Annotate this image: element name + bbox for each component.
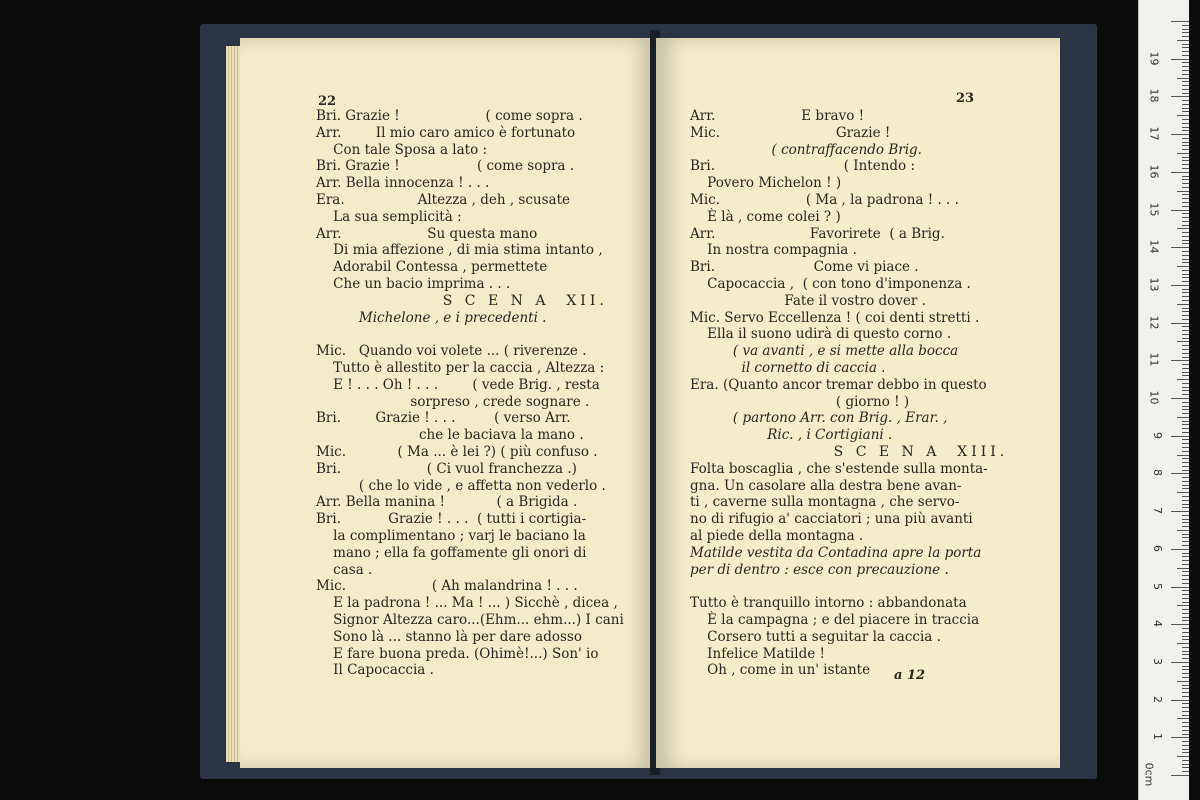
ruler-tick (1182, 564, 1189, 565)
text-line: Infelice Matilde ! (690, 645, 825, 662)
ruler-label: 3 (1151, 657, 1164, 665)
ruler-tick (1182, 213, 1189, 214)
ruler-tick (1182, 409, 1189, 410)
ruler-tick (1182, 439, 1189, 440)
ruler-tick (1177, 153, 1189, 154)
right-page-text (690, 108, 1008, 679)
ruler-tick (1171, 285, 1189, 286)
ruler-tick (1182, 221, 1189, 222)
ruler-tick (1182, 66, 1189, 67)
ruler-label: 14 (1147, 239, 1161, 254)
ruler-label: 17 (1147, 126, 1161, 141)
ruler-label: 11 (1147, 352, 1161, 367)
text-line: ( contraffacendo Brig. (690, 141, 922, 158)
ruler-tick (1182, 81, 1189, 82)
ruler-tick (1171, 511, 1189, 512)
ruler-tick (1182, 300, 1189, 301)
ruler-label: 8 (1151, 469, 1164, 477)
ruler-tick (1182, 251, 1189, 252)
text-line: Adorabil Contessa , permettete (316, 259, 548, 276)
measurement-ruler (1138, 0, 1189, 800)
text-line: Arr. Bella manina ! ( a Brigida . (316, 494, 578, 511)
text-line: Mic. Quando voi volete ... ( riverenze . (316, 343, 587, 360)
text-line: ti , caverne sulla montagna , che servo- (690, 494, 960, 511)
ruler-tick (1171, 210, 1189, 211)
ruler-tick (1182, 609, 1189, 610)
ruler-tick (1182, 677, 1189, 678)
ruler-tick (1182, 575, 1189, 576)
ruler-tick (1182, 111, 1189, 112)
ruler-tick (1182, 364, 1189, 365)
ruler-tick (1182, 179, 1189, 180)
text-line: Arr. Il mio caro amico è fortunato (316, 124, 576, 141)
ruler-label: 6 (1151, 544, 1164, 552)
ruler-tick (1182, 160, 1189, 161)
ruler-tick (1182, 541, 1189, 542)
ruler-tick (1182, 636, 1189, 637)
ruler-tick (1182, 85, 1189, 86)
ruler-tick (1182, 217, 1189, 218)
ruler-tick (1171, 662, 1189, 663)
ruler-tick (1177, 341, 1189, 342)
ruler-tick (1182, 100, 1189, 101)
ruler-tick (1182, 421, 1189, 422)
ruler-tick (1182, 734, 1189, 735)
text-line: Ric. , i Cortigiani . (690, 427, 893, 444)
ruler-tick (1182, 428, 1189, 429)
ruler-tick (1182, 707, 1189, 708)
ruler-tick (1182, 654, 1189, 655)
ruler-tick (1182, 617, 1189, 618)
ruler-tick (1182, 206, 1189, 207)
ruler-tick (1182, 590, 1189, 591)
ruler-tick (1182, 696, 1189, 697)
ruler-tick (1182, 142, 1189, 143)
ruler-tick (1182, 349, 1189, 350)
text-line: Povero Michelon ! ) (690, 175, 842, 192)
ruler-tick (1182, 123, 1189, 124)
ruler-tick (1182, 259, 1189, 260)
ruler-tick (1182, 458, 1189, 459)
ruler-tick (1182, 745, 1189, 746)
text-line: sorpreso , crede sognare . (316, 393, 590, 410)
ruler-tick (1171, 737, 1189, 738)
text-line: Michelone , e i precedenti . (316, 309, 547, 326)
ruler-tick (1171, 172, 1189, 173)
ruler-tick (1182, 232, 1189, 233)
ruler-tick (1177, 681, 1189, 682)
ruler-label: 5 (1151, 582, 1164, 590)
ruler-tick (1182, 296, 1189, 297)
ruler-tick (1182, 620, 1189, 621)
ruler-tick (1182, 669, 1189, 670)
text-line: ( che lo vide , e affetta non vederlo . (316, 477, 606, 494)
ruler-tick (1182, 760, 1189, 761)
ruler-tick (1182, 262, 1189, 263)
page-number: 22 (318, 94, 337, 109)
ruler-tick (1171, 436, 1189, 437)
ruler-tick (1171, 323, 1189, 324)
ruler-tick (1182, 579, 1189, 580)
ruler-tick (1182, 443, 1189, 444)
ruler-tick (1177, 115, 1189, 116)
ruler-tick (1182, 639, 1189, 640)
ruler-label: 0cm (1142, 762, 1156, 787)
ruler-tick (1171, 247, 1189, 248)
ruler-tick (1182, 176, 1189, 177)
ruler-tick (1171, 21, 1189, 22)
ruler-label: 18 (1147, 88, 1161, 103)
text-line: Bri. Grazie ! . . . ( tutti i cortigia- (316, 511, 587, 528)
ruler-tick (1177, 304, 1189, 305)
text-line: Sono là ... stanno là per dare adosso (316, 628, 582, 645)
ruler-tick (1182, 692, 1189, 693)
text-line: che le baciava la mano . (316, 427, 584, 444)
ruler-tick (1182, 496, 1189, 497)
left-page (240, 38, 655, 768)
ruler-tick (1182, 32, 1189, 33)
text-line: Arr. Bella innocenza ! . . . (316, 175, 490, 192)
ruler-tick (1182, 292, 1189, 293)
ruler-label: 9 (1151, 431, 1164, 439)
text-line: S C E N A XII. (316, 292, 608, 309)
ruler-tick (1182, 749, 1189, 750)
ruler-label: 10 (1147, 390, 1161, 405)
ruler-tick (1182, 270, 1189, 271)
ruler-tick (1171, 473, 1189, 474)
text-line: Arr. Su questa mano (316, 225, 538, 242)
text-line: mano ; ella fa goffamente gli onori di (316, 544, 587, 561)
text-line: Era. (Quanto ancor tremar debbo in questo (690, 376, 987, 393)
ruler-tick (1182, 315, 1189, 316)
text-line: casa . (316, 561, 373, 578)
ruler-tick (1182, 519, 1189, 520)
ruler-tick (1182, 545, 1189, 546)
left-page-text (316, 108, 624, 679)
ruler-tick (1182, 394, 1189, 395)
ruler-tick (1182, 451, 1189, 452)
ruler-tick (1182, 168, 1189, 169)
ruler-tick (1182, 613, 1189, 614)
text-line: Bri. Come vi piace . (690, 259, 919, 276)
ruler-tick (1182, 402, 1189, 403)
ruler-tick (1182, 345, 1189, 346)
ruler-tick (1182, 277, 1189, 278)
ruler-label: 4 (1151, 620, 1164, 628)
ruler-tick (1171, 549, 1189, 550)
ruler-tick (1182, 93, 1189, 94)
ruler-label: 2 (1151, 695, 1164, 703)
ruler-tick (1182, 372, 1189, 373)
text-line: Che un bacio imprima . . . (316, 275, 511, 292)
ruler-tick (1182, 149, 1189, 150)
text-line: S C E N A XIII. (690, 443, 1009, 460)
ruler-tick (1177, 568, 1189, 569)
ruler-label: 7 (1151, 507, 1164, 515)
ruler-tick (1177, 455, 1189, 456)
ruler-tick (1182, 74, 1189, 75)
text-line: E fare buona preda. (Ohimè!...) Son' io (316, 645, 599, 662)
ruler-tick (1182, 375, 1189, 376)
ruler-tick (1182, 108, 1189, 109)
ruler-tick (1182, 481, 1189, 482)
text-line: Arr. E bravo ! (690, 108, 865, 124)
ruler-tick (1182, 658, 1189, 659)
ruler-tick (1182, 632, 1189, 633)
ruler-tick (1177, 718, 1189, 719)
text-line: Oh , come in un' istante (690, 662, 871, 679)
ruler-tick (1182, 432, 1189, 433)
ruler-tick (1182, 722, 1189, 723)
signature-mark: a 12 (894, 668, 926, 683)
ruler-tick (1171, 360, 1189, 361)
ruler-tick (1182, 157, 1189, 158)
ruler-tick (1171, 134, 1189, 135)
ruler-tick (1182, 711, 1189, 712)
ruler-tick (1171, 96, 1189, 97)
ruler-tick (1177, 756, 1189, 757)
ruler-tick (1182, 236, 1189, 237)
ruler-tick (1182, 319, 1189, 320)
text-line: Mic. ( Ah malandrina ! . . . (316, 578, 578, 595)
ruler-tick (1182, 130, 1189, 131)
ruler-tick (1177, 417, 1189, 418)
ruler-tick (1182, 240, 1189, 241)
ruler-label: 19 (1147, 51, 1161, 66)
ruler-tick (1182, 424, 1189, 425)
text-line: Di mia affezione , di mia stima intanto , (316, 242, 603, 259)
ruler-tick (1182, 571, 1189, 572)
ruler-tick (1182, 387, 1189, 388)
text-line: Era. Altezza , deh , scusate (316, 191, 571, 208)
text-line: il cornetto di caccia . (690, 359, 886, 376)
ruler-tick (1182, 726, 1189, 727)
text-line: Matilde vestita da Contadina apre la porta (690, 544, 982, 561)
ruler-tick (1182, 353, 1189, 354)
text-line: Signor Altezza caro...(Ehm... ehm...) I cani (316, 611, 624, 628)
ruler-tick (1182, 673, 1189, 674)
ruler-tick (1182, 485, 1189, 486)
ruler-tick (1177, 191, 1189, 192)
ruler-tick (1177, 228, 1189, 229)
ruler-tick (1182, 602, 1189, 603)
ruler-tick (1182, 338, 1189, 339)
ruler-tick (1177, 379, 1189, 380)
ruler-tick (1182, 477, 1189, 478)
ruler-tick (1182, 127, 1189, 128)
ruler-tick (1182, 183, 1189, 184)
ruler-tick (1182, 767, 1189, 768)
ruler-tick (1182, 685, 1189, 686)
text-line: Folta boscaglia , che s'estende sulla monta- (690, 460, 988, 477)
text-line: la complimentano ; varj le baciano la (316, 527, 586, 544)
ruler-tick (1182, 36, 1189, 37)
ruler-tick (1182, 556, 1189, 557)
ruler-tick (1182, 164, 1189, 165)
ruler-tick (1177, 643, 1189, 644)
text-line: gna. Un casolare alla destra bene avan- (690, 477, 962, 494)
ruler-tick (1182, 715, 1189, 716)
ruler-tick (1182, 447, 1189, 448)
ruler-tick (1182, 330, 1189, 331)
text-line: per di dentro : esce con precauzione . (690, 561, 949, 578)
text-line (690, 578, 1008, 595)
ruler-tick (1182, 515, 1189, 516)
ruler-tick (1182, 537, 1189, 538)
ruler-tick (1182, 29, 1189, 30)
text-line: Mic. ( Ma , la padrona ! . . . (690, 191, 959, 208)
ruler-tick (1182, 688, 1189, 689)
ruler-tick (1182, 243, 1189, 244)
text-line: È la campagna ; e del piacere in traccia (690, 611, 980, 628)
text-line: al piede della montagna . (690, 527, 864, 544)
ruler-tick (1182, 383, 1189, 384)
text-line: Arr. Favorirete ( a Brig. (690, 225, 945, 242)
ruler-tick (1182, 89, 1189, 90)
text-line: Con tale Sposa a lato : (316, 141, 488, 158)
ruler-tick (1171, 624, 1189, 625)
ruler-tick (1182, 730, 1189, 731)
ruler-tick (1182, 413, 1189, 414)
ruler-tick (1171, 398, 1189, 399)
text-line: Bri. Grazie ! ( come sopra . (316, 158, 575, 175)
ruler-tick (1182, 666, 1189, 667)
ruler-tick (1182, 594, 1189, 595)
ruler-tick (1182, 311, 1189, 312)
ruler-tick (1182, 764, 1189, 765)
text-line: ( giorno ! ) (690, 393, 910, 410)
ruler-tick (1182, 225, 1189, 226)
ruler-tick (1182, 138, 1189, 139)
ruler-tick (1182, 628, 1189, 629)
ruler-tick (1182, 55, 1189, 56)
ruler-tick (1177, 266, 1189, 267)
ruler-tick (1182, 651, 1189, 652)
ruler-tick (1171, 59, 1189, 60)
ruler-tick (1171, 587, 1189, 588)
text-line: Mic. ( Ma ... è lei ?) ( più confuso . (316, 443, 598, 460)
ruler-tick (1182, 583, 1189, 584)
ruler-tick (1182, 526, 1189, 527)
ruler-tick (1182, 771, 1189, 772)
text-line: Fate il vostro dover . (690, 292, 926, 309)
text-line: Mic. Grazie ! (690, 124, 891, 141)
ruler-tick (1182, 466, 1189, 467)
ruler-tick (1182, 534, 1189, 535)
ruler-tick (1182, 598, 1189, 599)
ruler-tick (1182, 255, 1189, 256)
ruler-tick (1182, 104, 1189, 105)
ruler-tick (1182, 194, 1189, 195)
ruler-tick (1171, 700, 1189, 701)
text-line: In nostra compagnia . (690, 242, 857, 259)
ruler-tick (1182, 504, 1189, 505)
ruler-tick (1182, 145, 1189, 146)
text-line (316, 326, 624, 343)
ruler-tick (1182, 44, 1189, 45)
ruler-label: 1 (1151, 733, 1164, 741)
text-line: Bri. ( Intendo : (690, 158, 916, 175)
text-line: E ! . . . Oh ! . . . ( vede Brig. , resta (316, 376, 600, 393)
ruler-tick (1177, 530, 1189, 531)
ruler-label: 16 (1147, 164, 1161, 179)
text-line: Tutto è tranquillo intorno : abbandonata (690, 595, 967, 612)
text-line: Mic. Servo Eccellenza ! ( coi denti stretti . (690, 309, 980, 326)
ruler-tick (1177, 492, 1189, 493)
text-line: Il Capocaccia . (316, 662, 434, 679)
right-page (656, 38, 1060, 768)
ruler-tick (1182, 334, 1189, 335)
ruler-tick (1182, 47, 1189, 48)
ruler-tick (1182, 507, 1189, 508)
ruler-tick (1182, 326, 1189, 327)
ruler-tick (1171, 775, 1189, 776)
ruler-tick (1182, 119, 1189, 120)
ruler-tick (1182, 70, 1189, 71)
text-line: ( partono Arr. con Brig. , Erar. , (690, 410, 948, 427)
text-line: La sua semplicità : (316, 208, 462, 225)
ruler-tick (1182, 522, 1189, 523)
text-line: Tutto è allestito per la caccia , Altezza : (316, 359, 605, 376)
ruler-tick (1182, 560, 1189, 561)
text-line: Ella il suono udirà di questo corno . (690, 326, 952, 343)
text-line: È là , come colei ? ) (690, 208, 841, 225)
text-line: Bri. ( Ci vuol franchezza .) (316, 460, 577, 477)
ruler-tick (1182, 741, 1189, 742)
text-line: Capocaccia , ( con tono d'imponenza . (690, 275, 971, 292)
ruler-tick (1182, 470, 1189, 471)
page-number: 23 (956, 91, 975, 106)
ruler-tick (1182, 553, 1189, 554)
ruler-tick (1182, 274, 1189, 275)
ruler-tick (1177, 40, 1189, 41)
text-line: no di rifugio a' cacciatori ; una più avanti (690, 511, 973, 528)
text-line: Corsero tutti a seguitar la caccia . (690, 628, 941, 645)
ruler-tick (1182, 462, 1189, 463)
text-line: ( va avanti , e si mette alla bocca (690, 343, 959, 360)
ruler-tick (1177, 605, 1189, 606)
ruler-tick (1182, 198, 1189, 199)
ruler-tick (1182, 368, 1189, 369)
ruler-tick (1182, 308, 1189, 309)
ruler-tick (1182, 703, 1189, 704)
text-line: E la padrona ! ... Ma ! ... ) Sicchè , dicea , (316, 595, 618, 612)
ruler-tick (1182, 752, 1189, 753)
ruler-tick (1182, 281, 1189, 282)
ruler-tick (1182, 202, 1189, 203)
ruler-tick (1182, 62, 1189, 63)
ruler-tick (1182, 51, 1189, 52)
ruler-tick (1182, 488, 1189, 489)
ruler-tick (1182, 357, 1189, 358)
ruler-tick (1182, 647, 1189, 648)
ruler-tick (1182, 25, 1189, 26)
ruler-tick (1182, 289, 1189, 290)
text-line: Bri. Grazie ! . . . ( verso Arr. (316, 410, 571, 427)
ruler-tick (1182, 187, 1189, 188)
ruler-tick (1182, 406, 1189, 407)
ruler-tick (1182, 500, 1189, 501)
ruler-tick (1177, 78, 1189, 79)
ruler-label: 13 (1147, 277, 1161, 292)
text-line: Bri. Grazie ! ( come sopra . (316, 108, 583, 124)
ruler-label: 15 (1147, 202, 1161, 216)
ruler-label: 12 (1147, 315, 1161, 330)
ruler-tick (1182, 390, 1189, 391)
